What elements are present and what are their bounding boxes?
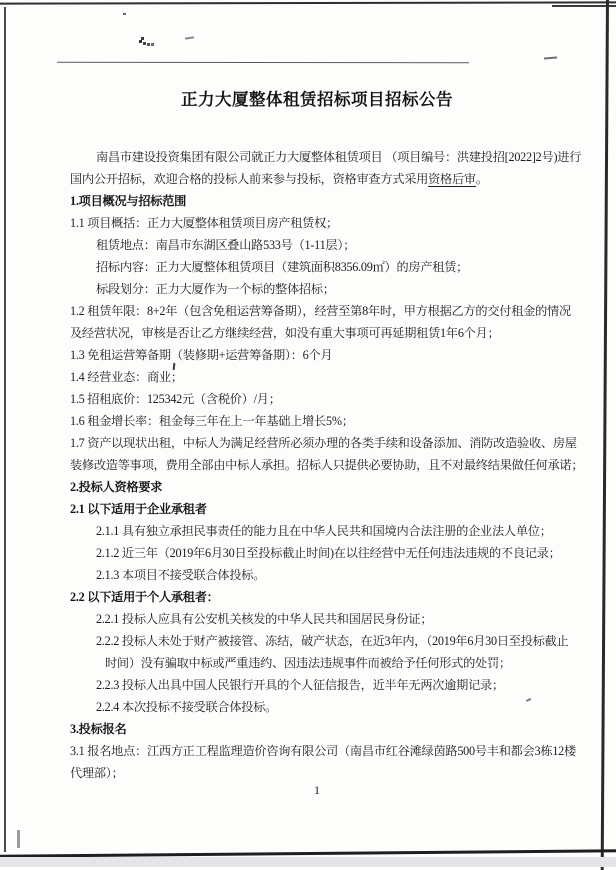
doc-line	[70, 476, 570, 498]
pen-mark-scribble	[139, 40, 142, 43]
doc-line	[70, 212, 570, 234]
text-segment: 1.项目概况与招标范围	[70, 194, 187, 208]
pen-mark-dash-right	[544, 57, 557, 60]
text-segment: 标段划分：正力大厦作为一个标的整体招标；	[96, 282, 335, 296]
doc-line	[70, 168, 570, 190]
scanner-bed-strip	[0, 857, 616, 867]
text-segment: 代理部）；	[70, 766, 124, 780]
text-segment: 。	[475, 172, 488, 186]
text-segment: 装修改造等事项，费用全部由中标人承担。招标人只提供必要协助，且不对最终结果做任何承诺；	[70, 458, 584, 472]
doc-line	[70, 410, 570, 432]
text-segment: 南昌市建设投资集团有限公司就正力大厦整体租赁项目 （项目编号：洪建投招[2022]2号)进行	[96, 150, 582, 164]
text-segment: 1.4 经营业态：商业；	[70, 370, 183, 384]
text-segment: 1.7 资产以现状出租，中标人为满足经营所必须办理的各类手续和设备添加、消防改造验收、房屋	[70, 436, 577, 450]
scan-streak-mark	[17, 830, 20, 848]
text-segment: 2.2 以下适用于个人承租者：	[70, 590, 219, 604]
text-segment: 及经营状况，审核是否让乙方继续经营，如没有重大事项可再延期租赁1年6个月；	[70, 326, 500, 340]
doc-line	[70, 674, 570, 696]
doc-line	[70, 454, 584, 476]
text-segment: 2.1 以下适用于企业承租者	[70, 502, 207, 516]
doc-line	[70, 652, 570, 674]
doc-line	[70, 322, 570, 344]
text-segment: 1.3 免租运营筹备期（装修期+运营筹备期）：6个月	[70, 348, 333, 362]
text-segment: 招标内容：正力大厦整体租赁项目（建筑面积8356.09㎡）的房产租赁；	[96, 260, 469, 274]
text-segment: 2.2.4 本次投标不接受联合体投标。	[96, 700, 278, 714]
doc-line	[70, 564, 570, 586]
doc-line	[70, 388, 570, 410]
text-segment: 2.2.1 投标人应具有公安机关核发的中华人民共和国居民身份证；	[96, 612, 433, 626]
text-segment: 3.1 报名地点：江西方正工程监理造价咨询有限公司（南昌市红谷滩绿茵路500号丰和都会3栋12楼	[70, 744, 576, 758]
doc-line	[70, 300, 570, 322]
doc-line	[70, 718, 570, 740]
text-segment: 2.1.1 具有独立承担民事责任的能力且在中华人民共和国境内合法注册的企业法人单位；	[96, 524, 552, 538]
text-segment: 2.1.2 近三年（2019年6月30日至投标截止时间)在以往经营中无任何违法违规的不良记录；	[96, 546, 561, 560]
scan-edge-top-line	[0, 1, 616, 4]
underlined-text: 资格后审	[428, 172, 476, 186]
text-segment: 2.1.3 本项目不接受联合体投标。	[96, 568, 266, 582]
doc-line	[70, 586, 570, 608]
doc-line	[70, 762, 570, 784]
text-segment: 1.1 项目概括：正力大厦整体租赁项目房产租赁权；	[70, 216, 338, 230]
doc-line	[70, 432, 577, 454]
doc-line	[70, 542, 570, 564]
doc-line	[70, 278, 570, 300]
doc-line	[70, 344, 570, 366]
page-number: 1	[314, 783, 320, 797]
doc-line	[70, 520, 570, 542]
text-segment: 国内公开招标，欢迎合格的投标人前来参与投标，资格审查方式采用	[70, 172, 429, 186]
doc-line	[70, 740, 576, 762]
doc-line	[70, 630, 570, 652]
document-title: 正力大厦整体租赁招标项目招标公告	[181, 90, 453, 109]
doc-line	[70, 366, 570, 388]
header-rule-line	[57, 62, 469, 64]
doc-line	[70, 696, 570, 718]
text-segment: 2.投标人资格要求	[70, 480, 163, 494]
text-segment: 3.投标报名	[70, 722, 127, 736]
doc-line	[70, 190, 570, 212]
pen-mark-dot	[123, 13, 126, 15]
text-segment: 2.2.3 投标人出具中国人民银行开具的个人征信报告，近半年无两次逾期记录；	[96, 678, 504, 692]
doc-line	[70, 256, 570, 278]
doc-line	[70, 608, 570, 630]
doc-line	[70, 234, 570, 256]
text-segment: 2.2.2 投标人未处于财产被接管、冻结，破产状态，在近3年内，（2019年6月30日至投标截止	[96, 634, 569, 648]
text-segment: 1.6 租金增长率：租金每三年在上一年基础上增长5%；	[70, 414, 354, 428]
doc-line	[70, 498, 570, 520]
pen-mark-dash	[185, 36, 194, 39]
document-body	[70, 146, 584, 784]
text-segment: 1.2 租赁年限：8+2年（包含免租运营筹备期），经营至第8年时，甲方根据乙方的交付租金的情况	[70, 304, 571, 318]
text-segment: 时间）没有骗取中标或严重违约、因违法违规事件而被给予任何形式的处罚；	[105, 656, 511, 670]
text-segment: 租赁地点：南昌市东湖区叠山路533号（1-11层）；	[96, 238, 356, 252]
text-segment: 1.5 招租底价：125342元（含税价）/月；	[70, 392, 281, 406]
doc-line	[70, 146, 582, 168]
scan-edge-left-line	[4, 7, 6, 852]
scan-edge-right-line	[601, 0, 609, 870]
